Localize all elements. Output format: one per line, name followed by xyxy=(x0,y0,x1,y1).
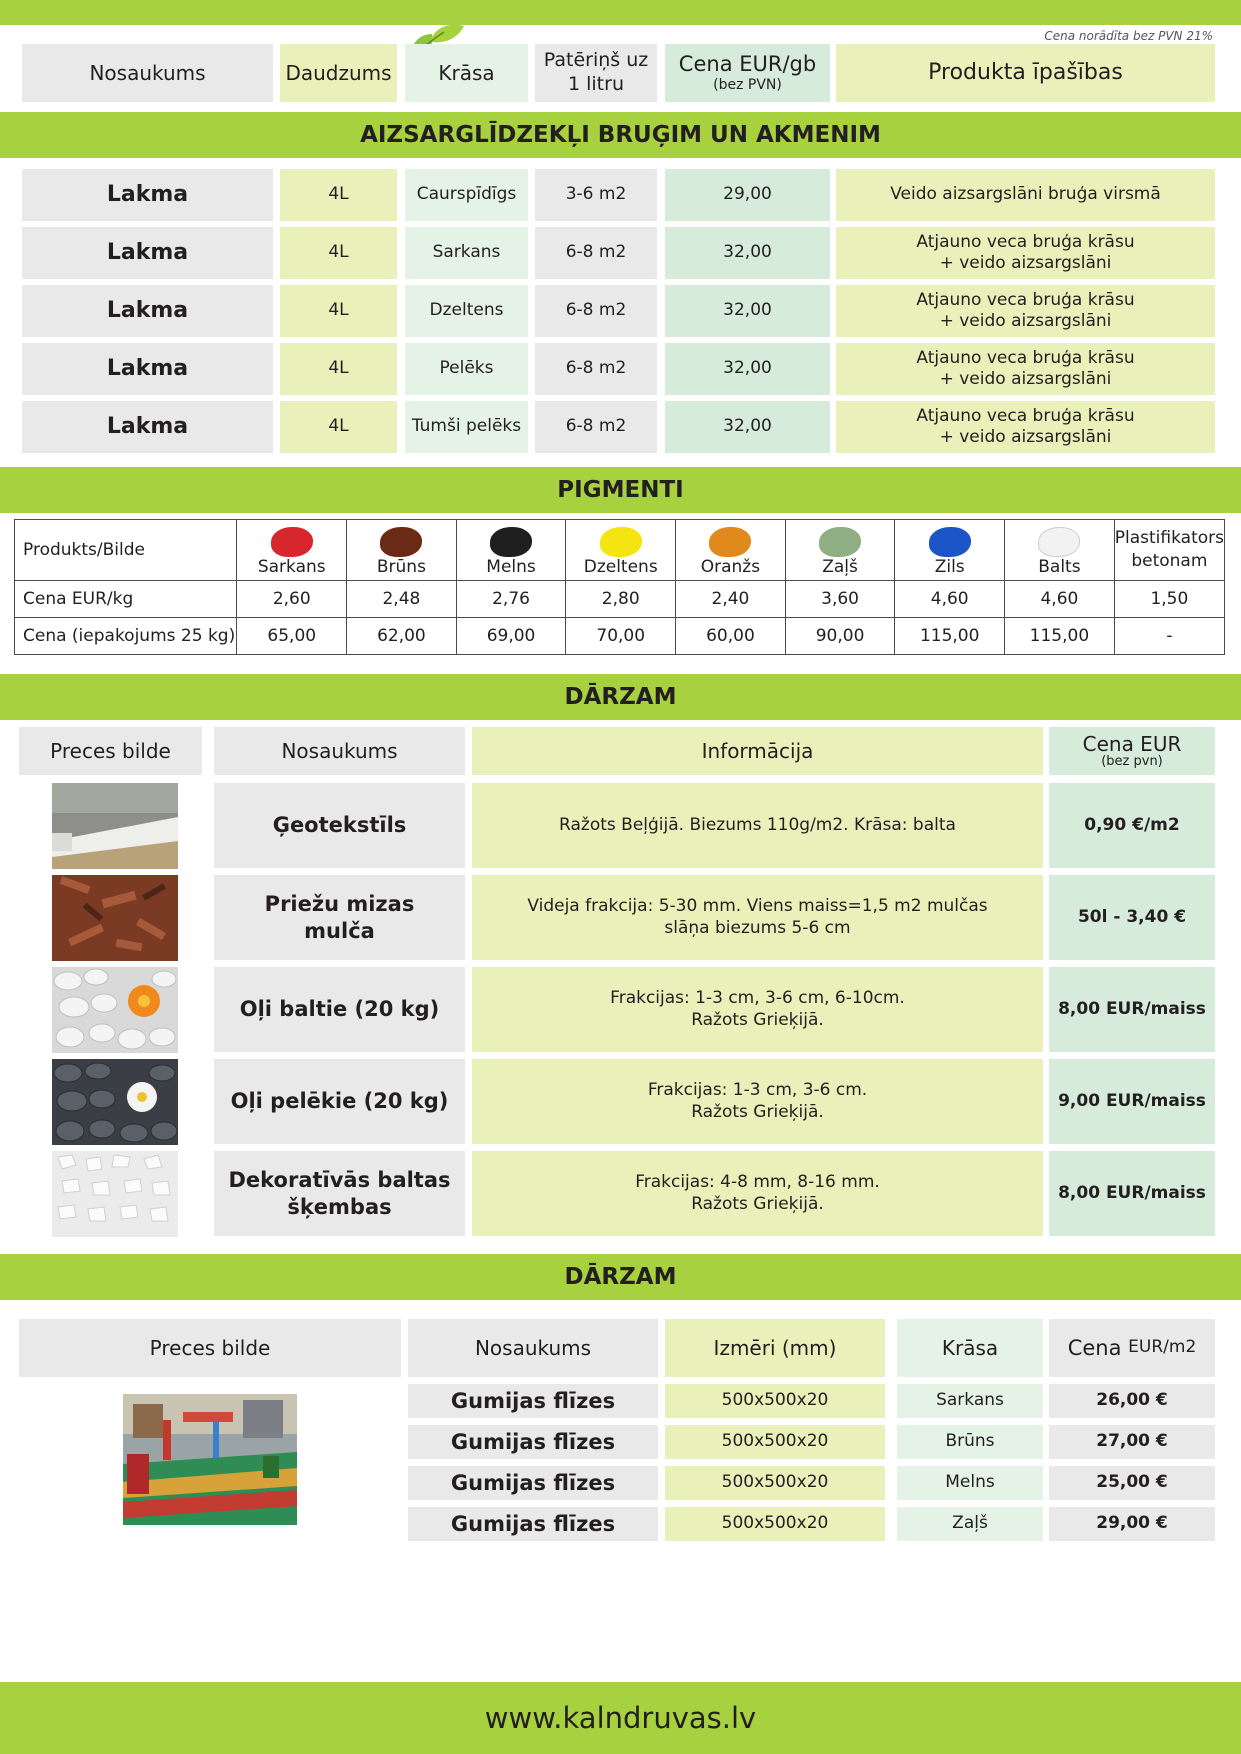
garden-product-name xyxy=(214,783,465,868)
price-kg: 4,60 xyxy=(895,581,1005,618)
garden-product-info-line: Ražots Grieķijā. xyxy=(691,1101,824,1122)
tiles-header-size: Izmēri (mm) xyxy=(665,1319,885,1377)
plastifier-price-kg: 1,50 xyxy=(1114,581,1224,618)
tile-price: 26,00 € xyxy=(1049,1384,1215,1418)
product-consumption: 6-8 m2 xyxy=(535,343,657,395)
product-property-line: Atjauno veca bruģa krāsu xyxy=(916,347,1135,368)
garden-product-name-line: Dekoratīvās baltas xyxy=(228,1168,451,1193)
product-price: 32,00 xyxy=(665,227,830,279)
product-price: 32,00 xyxy=(665,343,830,395)
grey-pebbles-photo xyxy=(52,1059,178,1145)
white-chippings-photo xyxy=(52,1151,178,1237)
product-name: Lakma xyxy=(22,285,273,337)
product-properties xyxy=(836,401,1215,453)
tile-color: Zaļš xyxy=(897,1507,1043,1541)
garden-header-price-sub: (bez pvn) xyxy=(1101,753,1163,769)
section-title-garden-2: DĀRZAM xyxy=(0,1254,1241,1300)
price-pack: 65,00 xyxy=(237,618,347,655)
pigments-row-price-kg xyxy=(15,581,1225,618)
product-name: Lakma xyxy=(22,401,273,453)
product-color: Sarkans xyxy=(405,227,528,279)
product-property-line: + veido aizsargslāni xyxy=(939,369,1112,389)
tiles-header-color: Krāsa xyxy=(897,1319,1043,1377)
product-property-line: + veido aizsargslāni xyxy=(939,311,1112,331)
price-pack: 60,00 xyxy=(676,618,786,655)
pigment-cell xyxy=(785,520,895,581)
product-consumption: 3-6 m2 xyxy=(535,169,657,221)
tile-color: Brūns xyxy=(897,1425,1043,1459)
product-color: Caurspīdīgs xyxy=(405,169,528,221)
garden-header-info: Informācija xyxy=(472,727,1043,775)
product-color: Pelēks xyxy=(405,343,528,395)
price-kg: 3,60 xyxy=(785,581,895,618)
price-pack: 69,00 xyxy=(456,618,566,655)
price-pack: 115,00 xyxy=(895,618,1005,655)
tile-price: 29,00 € xyxy=(1049,1507,1215,1541)
section-title-garden: DĀRZAM xyxy=(0,674,1241,720)
garden-product-name-line: Oļi pelēkie (20 kg) xyxy=(230,1089,449,1114)
pigment-cell xyxy=(676,520,786,581)
product-name: Lakma xyxy=(22,169,273,221)
pigment-swatch xyxy=(490,527,532,557)
garden-product-info xyxy=(472,1151,1043,1236)
product-consumption: 6-8 m2 xyxy=(535,227,657,279)
header-consumption: Patēriņš uz 1 litru xyxy=(535,44,657,102)
price-kg: 2,40 xyxy=(676,581,786,618)
garden-product-price: 8,00 EUR/maiss xyxy=(1049,1151,1215,1236)
pigment-name: Melns xyxy=(486,556,536,577)
tile-name: Gumijas flīzes xyxy=(408,1384,658,1418)
pigment-cell xyxy=(895,520,1005,581)
product-price: 32,00 xyxy=(665,401,830,453)
pigment-swatch xyxy=(380,527,422,557)
pigment-swatch xyxy=(600,527,642,557)
garden-product-info xyxy=(472,967,1043,1052)
tile-size: 500x500x20 xyxy=(665,1507,885,1541)
garden-product-name-line: Oļi baltie (20 kg) xyxy=(239,997,440,1022)
header-price-sub: (bez PVN) xyxy=(713,77,782,94)
plastifier-line1: Plastifikators xyxy=(1114,528,1224,549)
price-pack-label: Cena (iepakojums 25 kg) xyxy=(15,618,237,655)
product-quantity: 4L xyxy=(280,401,397,453)
tile-price: 25,00 € xyxy=(1049,1466,1215,1500)
tile-size: 500x500x20 xyxy=(665,1466,885,1500)
product-quantity: 4L xyxy=(280,227,397,279)
garden-product-name-line: šķembas xyxy=(287,1194,392,1219)
header-name: Nosaukums xyxy=(22,44,273,102)
header-color: Krāsa xyxy=(405,44,528,102)
section-title-protection: AIZSARGLĪDZEKĻI BRUĢIM UN AKMENIM xyxy=(0,112,1241,158)
garden-product-price: 9,00 EUR/maiss xyxy=(1049,1059,1215,1144)
garden-product-info-line: Ražots Grieķijā. xyxy=(691,1009,824,1030)
price-kg: 2,60 xyxy=(237,581,347,618)
product-property-line: + veido aizsargslāni xyxy=(939,427,1112,447)
pigments-row-product xyxy=(15,520,1225,581)
garden-product-info-line: Frakcijas: 1-3 cm, 3-6 cm, 6-10cm. xyxy=(610,988,905,1009)
pigment-swatch xyxy=(709,527,751,557)
product-property-line: Atjauno veca bruģa krāsu xyxy=(916,405,1135,426)
price-pack: 115,00 xyxy=(1005,618,1115,655)
garden-header-image: Preces bilde xyxy=(19,727,202,775)
garden-product-info-line: Ražots Beļģijā. Biezums 110g/m2. Krāsa: balta xyxy=(559,814,956,835)
price-kg: 2,76 xyxy=(456,581,566,618)
price-kg: 4,60 xyxy=(1005,581,1115,618)
header-quantity: Daudzums xyxy=(280,44,397,102)
product-consumption: 6-8 m2 xyxy=(535,401,657,453)
header-properties: Produkta īpašības xyxy=(836,44,1215,102)
price-kg: 2,80 xyxy=(566,581,676,618)
tiles-header-price-unit: EUR/m2 xyxy=(1128,1337,1197,1358)
product-properties xyxy=(836,169,1215,221)
pigment-cell xyxy=(1005,520,1115,581)
pigment-swatch xyxy=(929,527,971,557)
top-bar xyxy=(0,0,1241,25)
garden-product-info-line: Frakcijas: 1-3 cm, 3-6 cm. xyxy=(647,1080,868,1101)
pigment-swatch xyxy=(1038,527,1080,557)
pigment-cell xyxy=(347,520,457,581)
pigment-cell xyxy=(237,520,347,581)
garden-product-info-line: Videja frakcija: 5-30 mm. Viens maiss=1,5 m2 mulčas xyxy=(527,896,988,917)
tile-color: Melns xyxy=(897,1466,1043,1500)
price-kg: 2,48 xyxy=(347,581,457,618)
product-color: Dzeltens xyxy=(405,285,528,337)
garden-product-name-line: Priežu mizas xyxy=(264,892,415,917)
product-property-line: Atjauno veca bruģa krāsu xyxy=(916,231,1135,252)
garden-product-info xyxy=(472,783,1043,868)
product-properties xyxy=(836,285,1215,337)
tile-size: 500x500x20 xyxy=(665,1384,885,1418)
pigment-name: Zaļš xyxy=(822,556,858,577)
tile-color: Sarkans xyxy=(897,1384,1043,1418)
product-properties xyxy=(836,227,1215,279)
garden-product-name xyxy=(214,1059,465,1144)
white-pebbles-photo xyxy=(52,967,178,1053)
product-property-line: + veido aizsargslāni xyxy=(939,253,1112,273)
price-kg-label: Cena EUR/kg xyxy=(15,581,237,618)
pigment-swatch xyxy=(819,527,861,557)
garden-product-info-line: slāņa biezums 5-6 cm xyxy=(664,917,851,938)
geotextile-photo xyxy=(52,783,178,869)
pigment-name: Sarkans xyxy=(257,556,326,577)
product-price: 29,00 xyxy=(665,169,830,221)
product-color: Tumši pelēks xyxy=(405,401,528,453)
pigments-product-label: Produkts/Bilde xyxy=(15,520,237,581)
tile-name: Gumijas flīzes xyxy=(408,1466,658,1500)
price-pack: 70,00 xyxy=(566,618,676,655)
plastifier-price-pack: - xyxy=(1114,618,1224,655)
footer-url[interactable]: www.kalndruvas.lv xyxy=(0,1682,1241,1754)
pigment-cell xyxy=(456,520,566,581)
tile-name: Gumijas flīzes xyxy=(408,1425,658,1459)
tile-name: Gumijas flīzes xyxy=(408,1507,658,1541)
tile-size: 500x500x20 xyxy=(665,1425,885,1459)
pigment-cell xyxy=(566,520,676,581)
product-price: 32,00 xyxy=(665,285,830,337)
pigment-name: Dzeltens xyxy=(583,556,658,577)
garden-product-price: 50l - 3,40 € xyxy=(1049,875,1215,960)
tile-price: 27,00 € xyxy=(1049,1425,1215,1459)
price-pack: 90,00 xyxy=(785,618,895,655)
product-properties xyxy=(836,343,1215,395)
pigment-swatch xyxy=(271,527,313,557)
header-price xyxy=(665,44,830,102)
vat-note: Cena norādīta bez PVN 21% xyxy=(1044,29,1213,43)
garden-product-price: 8,00 EUR/maiss xyxy=(1049,967,1215,1052)
product-quantity: 4L xyxy=(280,285,397,337)
pigment-name: Zils xyxy=(934,556,965,577)
plastifier-header xyxy=(1114,520,1224,581)
product-property-line: Veido aizsargslāni bruģa virsmā xyxy=(890,184,1161,205)
garden-header-price xyxy=(1049,727,1215,775)
tiles-header-price xyxy=(1049,1319,1215,1377)
product-consumption: 6-8 m2 xyxy=(535,285,657,337)
product-name: Lakma xyxy=(22,343,273,395)
garden-product-info-line: Frakcijas: 4-8 mm, 8-16 mm. xyxy=(635,1172,880,1193)
garden-product-info-line: Ražots Grieķijā. xyxy=(691,1193,824,1214)
tiles-header-name: Nosaukums xyxy=(408,1319,658,1377)
product-name: Lakma xyxy=(22,227,273,279)
pigments-table xyxy=(14,519,1225,655)
header-price-label: Cena EUR/gb xyxy=(678,52,817,77)
pigments-row-price-pack xyxy=(15,618,1225,655)
tiles-header-price-label: Cena xyxy=(1067,1335,1122,1360)
garden-product-name-line: mulča xyxy=(304,918,375,943)
bark-mulch-photo xyxy=(52,875,178,961)
garden-product-price: 0,90 €/m2 xyxy=(1049,783,1215,868)
garden-header-name: Nosaukums xyxy=(214,727,465,775)
product-quantity: 4L xyxy=(280,169,397,221)
garden-product-name xyxy=(214,1151,465,1236)
garden-product-name xyxy=(214,875,465,960)
pigment-name: Oranžs xyxy=(700,556,761,577)
garden-product-info xyxy=(472,1059,1043,1144)
pigment-name: Balts xyxy=(1038,556,1081,577)
garden-product-name-line: Ģeotekstīls xyxy=(272,813,407,838)
price-pack: 62,00 xyxy=(347,618,457,655)
product-quantity: 4L xyxy=(280,343,397,395)
garden-header-price-label: Cena EUR xyxy=(1082,731,1182,756)
plastifier-line2: betonam xyxy=(1131,551,1208,571)
product-property-line: Atjauno veca bruģa krāsu xyxy=(916,289,1135,310)
garden-product-info xyxy=(472,875,1043,960)
garden-product-name xyxy=(214,967,465,1052)
tiles-header-image: Preces bilde xyxy=(19,1319,401,1377)
section-title-pigments: PIGMENTI xyxy=(0,467,1241,513)
pigment-name: Brūns xyxy=(376,556,426,577)
playground-photo xyxy=(123,1394,297,1525)
